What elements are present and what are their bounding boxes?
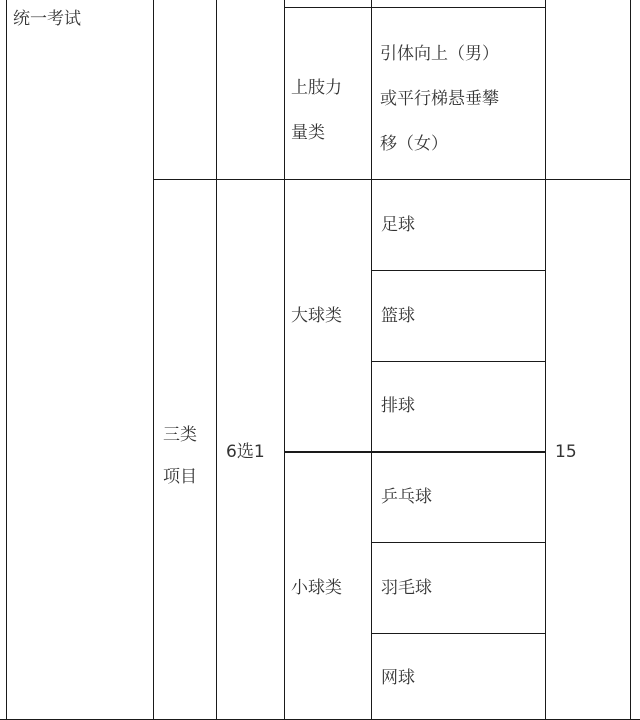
choice-label: 6选1 [226, 442, 265, 462]
grid-line [371, 633, 545, 634]
sport-item: 羽毛球 [381, 578, 432, 598]
grid-line [630, 0, 631, 720]
group-label: 小球类 [291, 578, 342, 598]
grid-line [153, 179, 630, 180]
grid-line [6, 0, 7, 720]
grid-line [545, 0, 546, 720]
item-label-line: 引体向上（男） [380, 44, 499, 64]
grid-line [284, 0, 285, 720]
section-label-line: 项目 [163, 467, 197, 487]
sport-item: 篮球 [381, 306, 415, 326]
sport-item: 网球 [381, 668, 415, 688]
grid-line [371, 542, 545, 543]
score-value: 15 [555, 442, 577, 462]
grid-line [285, 451, 545, 453]
sport-item: 足球 [381, 215, 415, 235]
grid-line [371, 270, 545, 271]
section-label-line: 三类 [163, 425, 197, 445]
item-label [380, 32, 499, 167]
category-label-line: 量类 [291, 123, 325, 143]
grid-line [285, 7, 545, 8]
grid-line [153, 0, 154, 720]
item-label-line: 移（女） [380, 134, 448, 154]
item-label-line: 或平行梯悬垂攀 [380, 89, 499, 109]
category-label [291, 66, 342, 156]
grid-line [216, 0, 217, 720]
grid-line [371, 0, 372, 720]
sport-item: 乒乓球 [381, 487, 432, 507]
category-label-line: 上肢力 [291, 78, 342, 98]
exam-type-label: 统一考试 [13, 9, 81, 29]
group-label: 大球类 [291, 306, 342, 326]
sport-item: 排球 [381, 396, 415, 416]
grid-line [371, 361, 545, 362]
section-label [163, 414, 197, 498]
